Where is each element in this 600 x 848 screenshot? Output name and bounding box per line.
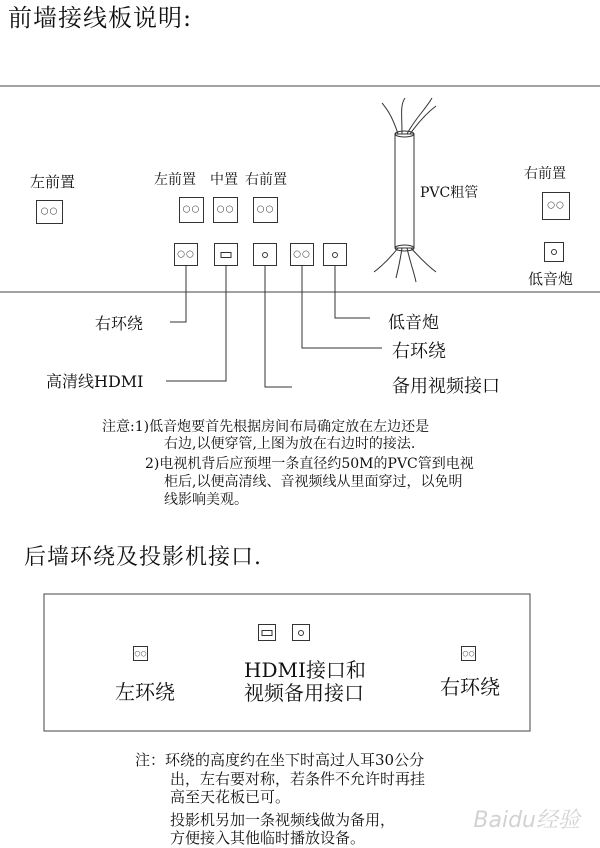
coax-icon: [262, 252, 268, 258]
socket-rear-hdmi: [258, 624, 276, 641]
socket-center: ○○: [213, 197, 238, 223]
socket-right-surround: ○○: [461, 646, 476, 661]
baidu-watermark: Baidu经验: [473, 808, 580, 833]
coax-icon: [332, 252, 338, 258]
label-right-front-far: 右前置: [524, 166, 566, 182]
socket-subwoofer: [323, 243, 347, 266]
callout-hdmi: 高清线HDMI: [46, 372, 144, 391]
socket-left-front: ○○: [36, 200, 63, 224]
callout-backup-video: 备用视频接口: [392, 376, 500, 397]
socket-backup-video: [253, 243, 277, 266]
rear-wall-title: 后墙环绕及投影机接口.: [24, 545, 262, 570]
leader-backup-video: [265, 264, 292, 387]
socket-surround-right-2: ○○: [290, 243, 314, 266]
socket-subwoofer-right: [544, 242, 564, 262]
label-right-front: 右前置: [245, 172, 287, 188]
label-left-front: 左前置: [30, 173, 76, 191]
coax-icon: [298, 630, 304, 636]
leader-surround-right-2: [302, 264, 382, 348]
socket-left-surround: ○○: [133, 646, 148, 661]
front-wall-title: 前墙接线板说明:: [8, 4, 193, 32]
label-hdmi-line2: 视频备用接口: [244, 681, 364, 705]
hdmi-icon: [262, 630, 273, 636]
front-note-5: 线影响美观。: [164, 492, 248, 508]
label-hdmi-line1: HDMI接口和: [244, 658, 366, 682]
front-note-4: 柜后,以便高清线、音视频线从里面穿过，以免明: [164, 474, 463, 490]
socket-left-front-2: ○○: [179, 197, 204, 223]
coax-icon: [551, 249, 557, 255]
socket-rear-video: [292, 624, 310, 641]
socket-surround-right-1: ○○: [174, 243, 198, 266]
label-left-front-2: 左前置: [154, 172, 196, 188]
socket-right-front-far: ○○: [542, 192, 570, 220]
label-pvc-pipe: PVC粗管: [420, 185, 479, 201]
rear-note-3: 高至天花板已可。: [170, 788, 291, 806]
label-left-surround: 左环绕: [115, 680, 175, 704]
label-right-surround: 右环绕: [440, 675, 500, 699]
callout-surround-right-1: 右环绕: [95, 314, 144, 333]
front-note-3: 2)电视机背后应预埋一条直径约50M的PVC管到电视: [145, 456, 474, 472]
socket-right-front: ○○: [253, 197, 278, 223]
label-center: 中置: [210, 172, 238, 188]
rear-note-2: 出，左右要对称，若条件不允许时再挂: [170, 770, 426, 788]
label-subwoofer-right: 低音炮: [528, 270, 574, 288]
callout-subwoofer: 低音炮: [388, 313, 439, 333]
front-note-1: 注意:1)低音炮要首先根据房间布局确定放在左边还是: [102, 419, 430, 435]
callout-surround-right-2: 右环绕: [392, 341, 446, 362]
rear-note-1: 注：环绕的高度约在坐下时高过人耳30公分: [135, 751, 425, 769]
front-note-2: 右边,以便穿管,上图为放在右边时的接法.: [164, 436, 416, 452]
rear-note-5: 方便接入其他临时播放设备。: [170, 829, 366, 847]
rear-note-4: 投影机另加一条视频线做为备用，: [170, 811, 396, 829]
hdmi-icon: [221, 252, 232, 258]
socket-hdmi: [214, 243, 238, 266]
leader-subwoofer: [335, 264, 370, 318]
leader-surround-right-1: [170, 264, 186, 322]
